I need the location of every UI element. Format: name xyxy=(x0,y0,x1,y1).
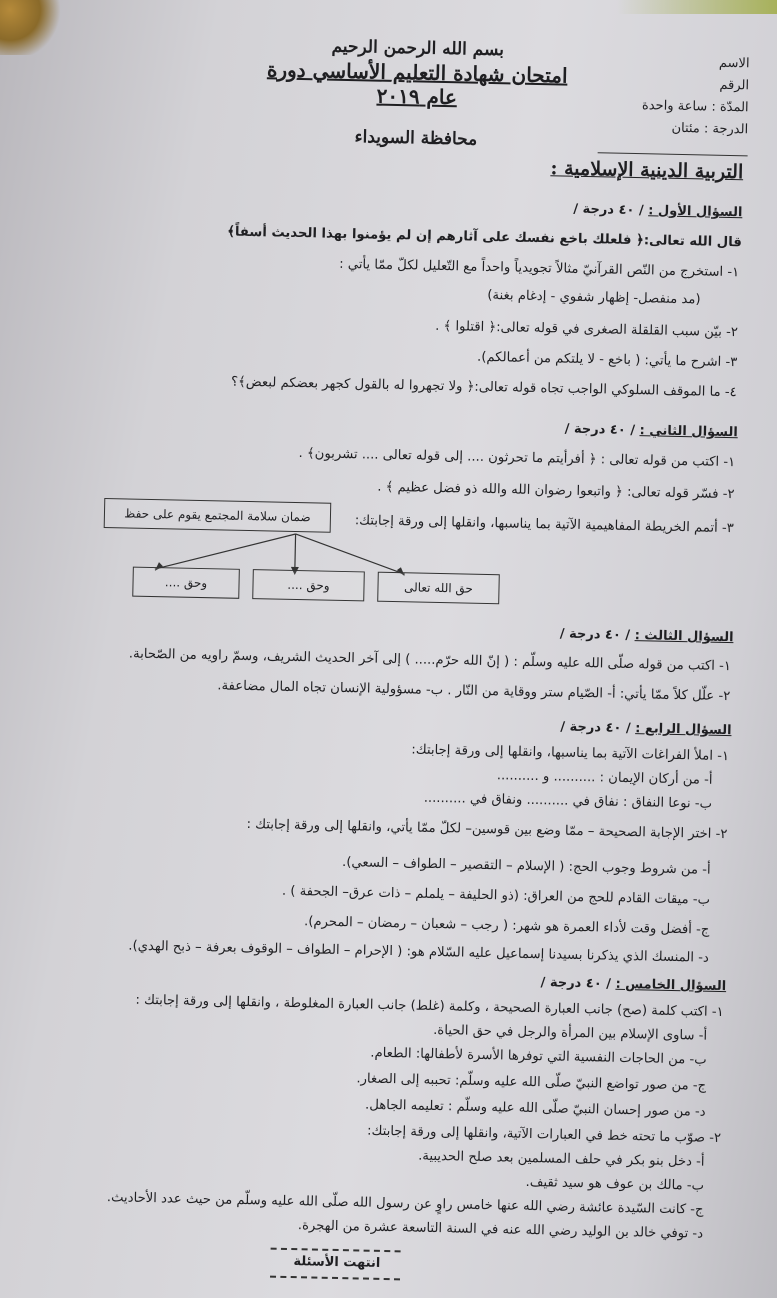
q3-item-1: ١- اكتب من قوله صلّى الله عليه وسلّم : ( إنّ الله حرّم..... ) إلى آخر الحديث الشريف، وسمّ راويه من الصّحابة. xyxy=(128,646,732,675)
q5-item-2d: د- توفي خالد بن الوليد رضي الله عنه في السنة التاسعة عشرة من الهجرة. xyxy=(297,1218,704,1242)
concept-map-box-1: حق الله تعالى xyxy=(377,572,500,605)
q1-mark: / ٤٠ درجة / xyxy=(573,201,644,219)
concept-map-box-3: وحق .... xyxy=(132,567,240,599)
q4-item-2c: ج- أفضل وقت لأداء العمرة هو شهر: ( رجب – شعبان – رمضان – المحرم). xyxy=(303,914,710,938)
q4-item-2b: ب- ميقات القادم للحج من العراق: (ذو الحليفة – يلملم – ذات عرق– الجحفة ) . xyxy=(281,883,711,908)
q5-header xyxy=(540,975,726,994)
concept-map-top: ضمان سلامة المجتمع يقوم على حفظ xyxy=(104,498,332,533)
number-label: الرقم xyxy=(719,77,750,94)
end-of-questions: انتهت الأسئلة xyxy=(293,1254,381,1271)
governorate: محافظة السويداء xyxy=(354,127,478,150)
q1-verse: قال الله تعالى:﴿ فلعلك باخع نفسك على آثارهم إن لم يؤمنوا بهذا الحديث أسفاً﴾ xyxy=(227,224,742,251)
info-divider xyxy=(598,152,748,156)
end-divider-bottom xyxy=(270,1276,400,1281)
end-divider-top xyxy=(271,1248,401,1253)
q4-item-2d: د- المنسك الذي يذكرنا بسيدنا إسماعيل عليه السّلام هو: ( الإحرام – الطواف – الوقوف بعرفة – ذبح الهدي). xyxy=(128,938,709,966)
q3-label: السؤال الثالث : xyxy=(634,628,734,646)
q3-header xyxy=(560,627,734,646)
q3-mark: / ٤٠ درجة / xyxy=(559,626,631,644)
q4-item-1b: ب- نوعا النفاق : نفاق في .......... ونفاق في .......... xyxy=(423,790,713,812)
q1-item-2: ٢- بيّن سبب القلقلة الصغرى في قوله تعالى:﴿ اقتلوا ﴾ . xyxy=(435,318,739,341)
q2-mark: / ٤٠ درجة / xyxy=(564,421,636,439)
q1-label: السؤال الأول : xyxy=(648,203,743,221)
photo-edge xyxy=(617,0,777,14)
q1-item-1-options: (مد منفصل- إظهار شفوي - إدغام بغنة) xyxy=(487,287,701,308)
q1-item-1: ١- استخرج من النّص القرآنيّ مثالاً تجويدياً واحداً مع التّعليل لكلّ ممّا يأتي : xyxy=(339,256,740,281)
q5-label: السؤال الخامس : xyxy=(615,976,727,995)
q5-item-1: ١- اكتب كلمة (صح) جانب العبارة الصحيحة ، وكلمة (غلط) جانب العبارة المغلوطة ، وانقلها إلى ورقة إجابتك : xyxy=(135,992,724,1021)
duration: المدّة : ساعة واحدة xyxy=(641,98,749,116)
q5-item-2b: ب- مالك بن عوف هو سيد ثقيف. xyxy=(525,1174,705,1194)
q5-item-2a: أ- دخل بنو بكر في حلف المسلمين بعد صلح الحديبية. xyxy=(417,1148,705,1170)
q1-item-4: ٤- ما الموقف السلوكي الواجب تجاه قوله تعالى:﴿ ولا تجهروا له بالقول كجهر بعضكم لبعض﴾؟ xyxy=(230,374,737,401)
exam-title: امتحان شهادة التعليم الأساسي دورة عام ٢٠١٩ xyxy=(266,57,568,110)
q1-item-3: ٣- اشرح ما يأتي: ( باخع - لا يلتكم من أعمالكم). xyxy=(476,349,738,371)
q4-header xyxy=(560,720,732,739)
q2-header xyxy=(565,422,738,441)
q5-item-1b: ب- من الحاجات النفسية التي توفرها الأسرة لأطفالها: الطعام. xyxy=(370,1045,707,1068)
q1-header xyxy=(573,202,742,221)
q2-item-1: ١- اكتب من قوله تعالى : ﴿ أفرأيتم ما تحرثون .... إلى قوله تعالى .... تشربون﴾ . xyxy=(298,446,736,471)
q5-item-1c: ج- من صور تواضع النبيّ صلّى الله عليه وسلّم: تحببه إلى الصغار. xyxy=(356,1071,707,1094)
name-label: الاسم xyxy=(718,55,750,72)
q5-item-2c: ج- كانت السّيدة عائشة رضي الله عنها خامس راوٍ عن رسول الله صلّى الله عليه وسلّم من حيث عدد الأحاديث. xyxy=(106,1190,704,1218)
q5-item-1a: أ- ساوى الإسلام بين المرأة والرجل في حق الحياة. xyxy=(433,1022,708,1044)
q4-item-2a: أ- من شروط وجوب الحج: ( الإسلام – التقصير – الطواف – السعي). xyxy=(341,855,711,878)
q3-item-2: ٢- علّل كلاً ممّا يأتي: أ- الصّيام ستر ووقاية من النّار . ب- مسؤولية الإنسان تجاه المال مضاعفة. xyxy=(217,678,731,705)
student-info xyxy=(598,50,750,141)
q4-item-1: ١- املأ الفراغات الآتية بما يناسبها، وانقلها إلى ورقة إجابتك: xyxy=(411,742,730,765)
q2-item-2: ٢- فسّر قوله تعالى: ﴿ واتبعوا رضوان الله والله ذو فضل عظيم ﴾ . xyxy=(377,479,735,503)
q5-item-2: ٢- صوّب ما تحته خط في العبارات الآتية، وانقلها إلى ورقة إجابتك: xyxy=(366,1123,722,1147)
subject-title: التربية الدينية الإسلامية : xyxy=(550,157,744,184)
q4-item-2: ٢- اختر الإجابة الصحيحة – ممّا وضع بين قوسين– لكلّ ممّا يأتي، وانقلها إلى ورقة إجابتك : xyxy=(246,817,728,843)
exam-header xyxy=(256,35,578,152)
concept-map-box-2: وحق .... xyxy=(252,569,365,601)
q5-item-1d: د- من صور إحسان النبيّ صلّى الله عليه وسلّم : تعليمه الجاهل. xyxy=(364,1097,706,1120)
q2-label: السؤال الثاني : xyxy=(639,423,738,441)
q4-mark: / ٤٠ درجة / xyxy=(560,719,631,737)
grade: الدرجة : مئتان xyxy=(671,120,749,138)
q4-label: السؤال الرابع : xyxy=(635,721,732,739)
q4-item-1a: أ- من أركان الإيمان : .......... و .......... xyxy=(496,768,713,788)
basmala: بسم الله الرحمن الرحيم xyxy=(331,36,505,61)
q2-item-3: ٣- أتمم الخريطة المفاهيمية الآتية بما يناسبها، وانقلها إلى ورقة إجابتك: xyxy=(354,513,734,537)
exam-document xyxy=(2,30,766,1295)
q5-mark: / ٤٠ درجة / xyxy=(540,975,612,992)
